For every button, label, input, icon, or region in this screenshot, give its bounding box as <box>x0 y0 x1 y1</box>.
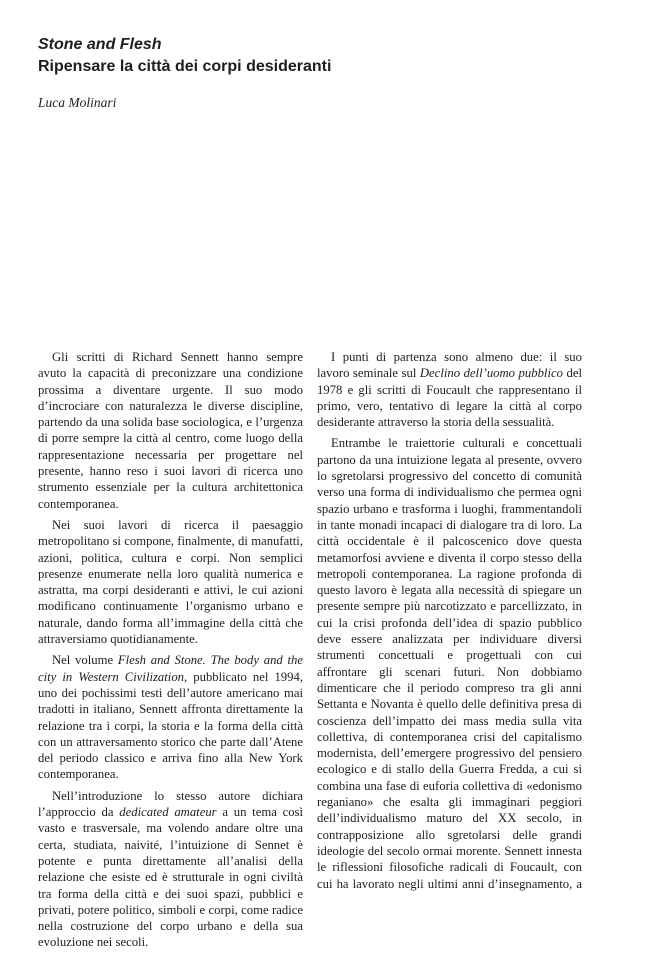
paragraph-text: a un tema così vasto e trasversale, ma volendo andare oltre una certa, studiata, naivité, l’intuizione di Sennet è potente e punta direttamente all’analisi della relazione che esiste ed è strutturale in ogni civiltà tra forma della città e dei suoi spazi, pubblici e privati, potere politico, simboli e corpi, come radice nella costruzione del corpo urbano e della sua evoluzione nei secoli. <box>38 805 304 950</box>
paragraph <box>38 517 303 647</box>
book-title: Declino dell’uomo pubblico <box>419 366 563 381</box>
paragraph-text: Nel volume <box>52 653 118 668</box>
paragraph <box>317 435 582 891</box>
paragraph-text: del 1978 e gli scritti di Foucault che rappresentano il primo, vero, tentativo di legare la città al corpo desiderante attraverso la storia della sessualità. <box>317 366 582 430</box>
paragraph-text: Nell’introduzione lo stesso autore dichiara l’approccio da <box>38 788 303 820</box>
right-text-column <box>317 349 582 897</box>
paragraph-text: Gli scritti di Richard Sennett hanno sempre avuto la capacità di preconizzare una condizione prossima a diventare urgente. Il suo modo d’incrociare con naturalezza le diverse discipline, partendo da una solida base sociologica, e l’urgenza di porre sempre la città al centro, come luogo della rappresentazione necessaria per progettare nel presente, hanno reso i suoi lavori di ricerca uno strumento essenziale per la cultura architettonica contemporanea. <box>38 350 303 511</box>
article-header <box>38 34 618 112</box>
article-title: Stone and Flesh <box>38 36 162 53</box>
left-text-column <box>38 349 303 956</box>
article-author: Luca Molinari <box>38 95 117 110</box>
paragraph-text: Nei suoi lavori di ricerca il paesaggio metropolitano si compone, finalmente, di manufatti, azioni, politica, cultura e corpi. Non semplici presenze enumerate nella loro qualità numerica e astratta, ma corpi desideranti e attivi, le cui azioni modificano continuamente l’organismo urbano e naturale, dando forma all’immagine della città che attraversiamo quotidianamente. <box>38 517 303 647</box>
book-title: Flesh and Stone. The body and the city in Western Civilization <box>38 653 303 684</box>
paragraph <box>38 652 303 782</box>
article-subtitle: Ripensare la città dei corpi desideranti <box>38 58 332 75</box>
italic-term: dedicated amateur <box>119 805 217 820</box>
paragraph <box>38 788 303 951</box>
paragraph-text: Entrambe le traiettorie culturali e concettuali partono da una intuizione legata al presente, ovvero lo sgretolarsi progressivo del concetto di comunità verso una forma di individualismo che permea ogni spazio urbano e trasforma i luoghi, frammentandoli in tante monadi incapaci di dialogare tra di loro. La città occidentale è il palcoscenico dove questa metamorfosi avviene e diventa il corpo stesso della metropoli contemporanea. La ragione profonda di questo lavoro è legata alla necessità di spiegare un presente sempre più narcotizzato e parcellizzato, in cui la crisi profonda dell’idea di spazio pubblico deve essere analizzata per individuare diversi strumenti concettuali e progettuali con cui affrontare gli scenari futuri. Non dobbiamo dimenticare che il periodo compreso tra gli anni Settanta e Novanta è quello delle definitiva presa di coscienza dell’impatto dei mass media sulla vita collettiva, di contemporanea crisi del capitalismo modernista, dell’emergere progressivo del pensiero ecologico e di stallo della Guerra Fredda, a cui si combina una fase di euforia collettiva di «edonismo reganiano» che esalta gli immaginari peggiori dell’individualismo maturo del XX secolo, in contrapposizione allo sgretolarsi delle grandi ideologie del secolo ormai morente. Sennett innesta le riflessioni filosofiche radicali di Foucault, con cui ha lavorato negli ultimi anni d’insegnamento, a <box>317 436 582 891</box>
paragraph-text: I punti di partenza sono almeno due: il suo lavoro seminale sul <box>317 350 582 381</box>
paragraph-text: , pubblicato nel 1994, uno dei pochissimi testi dell’autore americano mai tradotti in italiano, Sennett affronta direttamente la relazione tra i corpi, la storia e la forma della città con un attraversamento storico che parte dall’Atene del periodo classico e arriva fino alla New York contemporanea. <box>38 669 303 782</box>
paragraph <box>317 349 582 430</box>
paragraph <box>38 349 303 512</box>
